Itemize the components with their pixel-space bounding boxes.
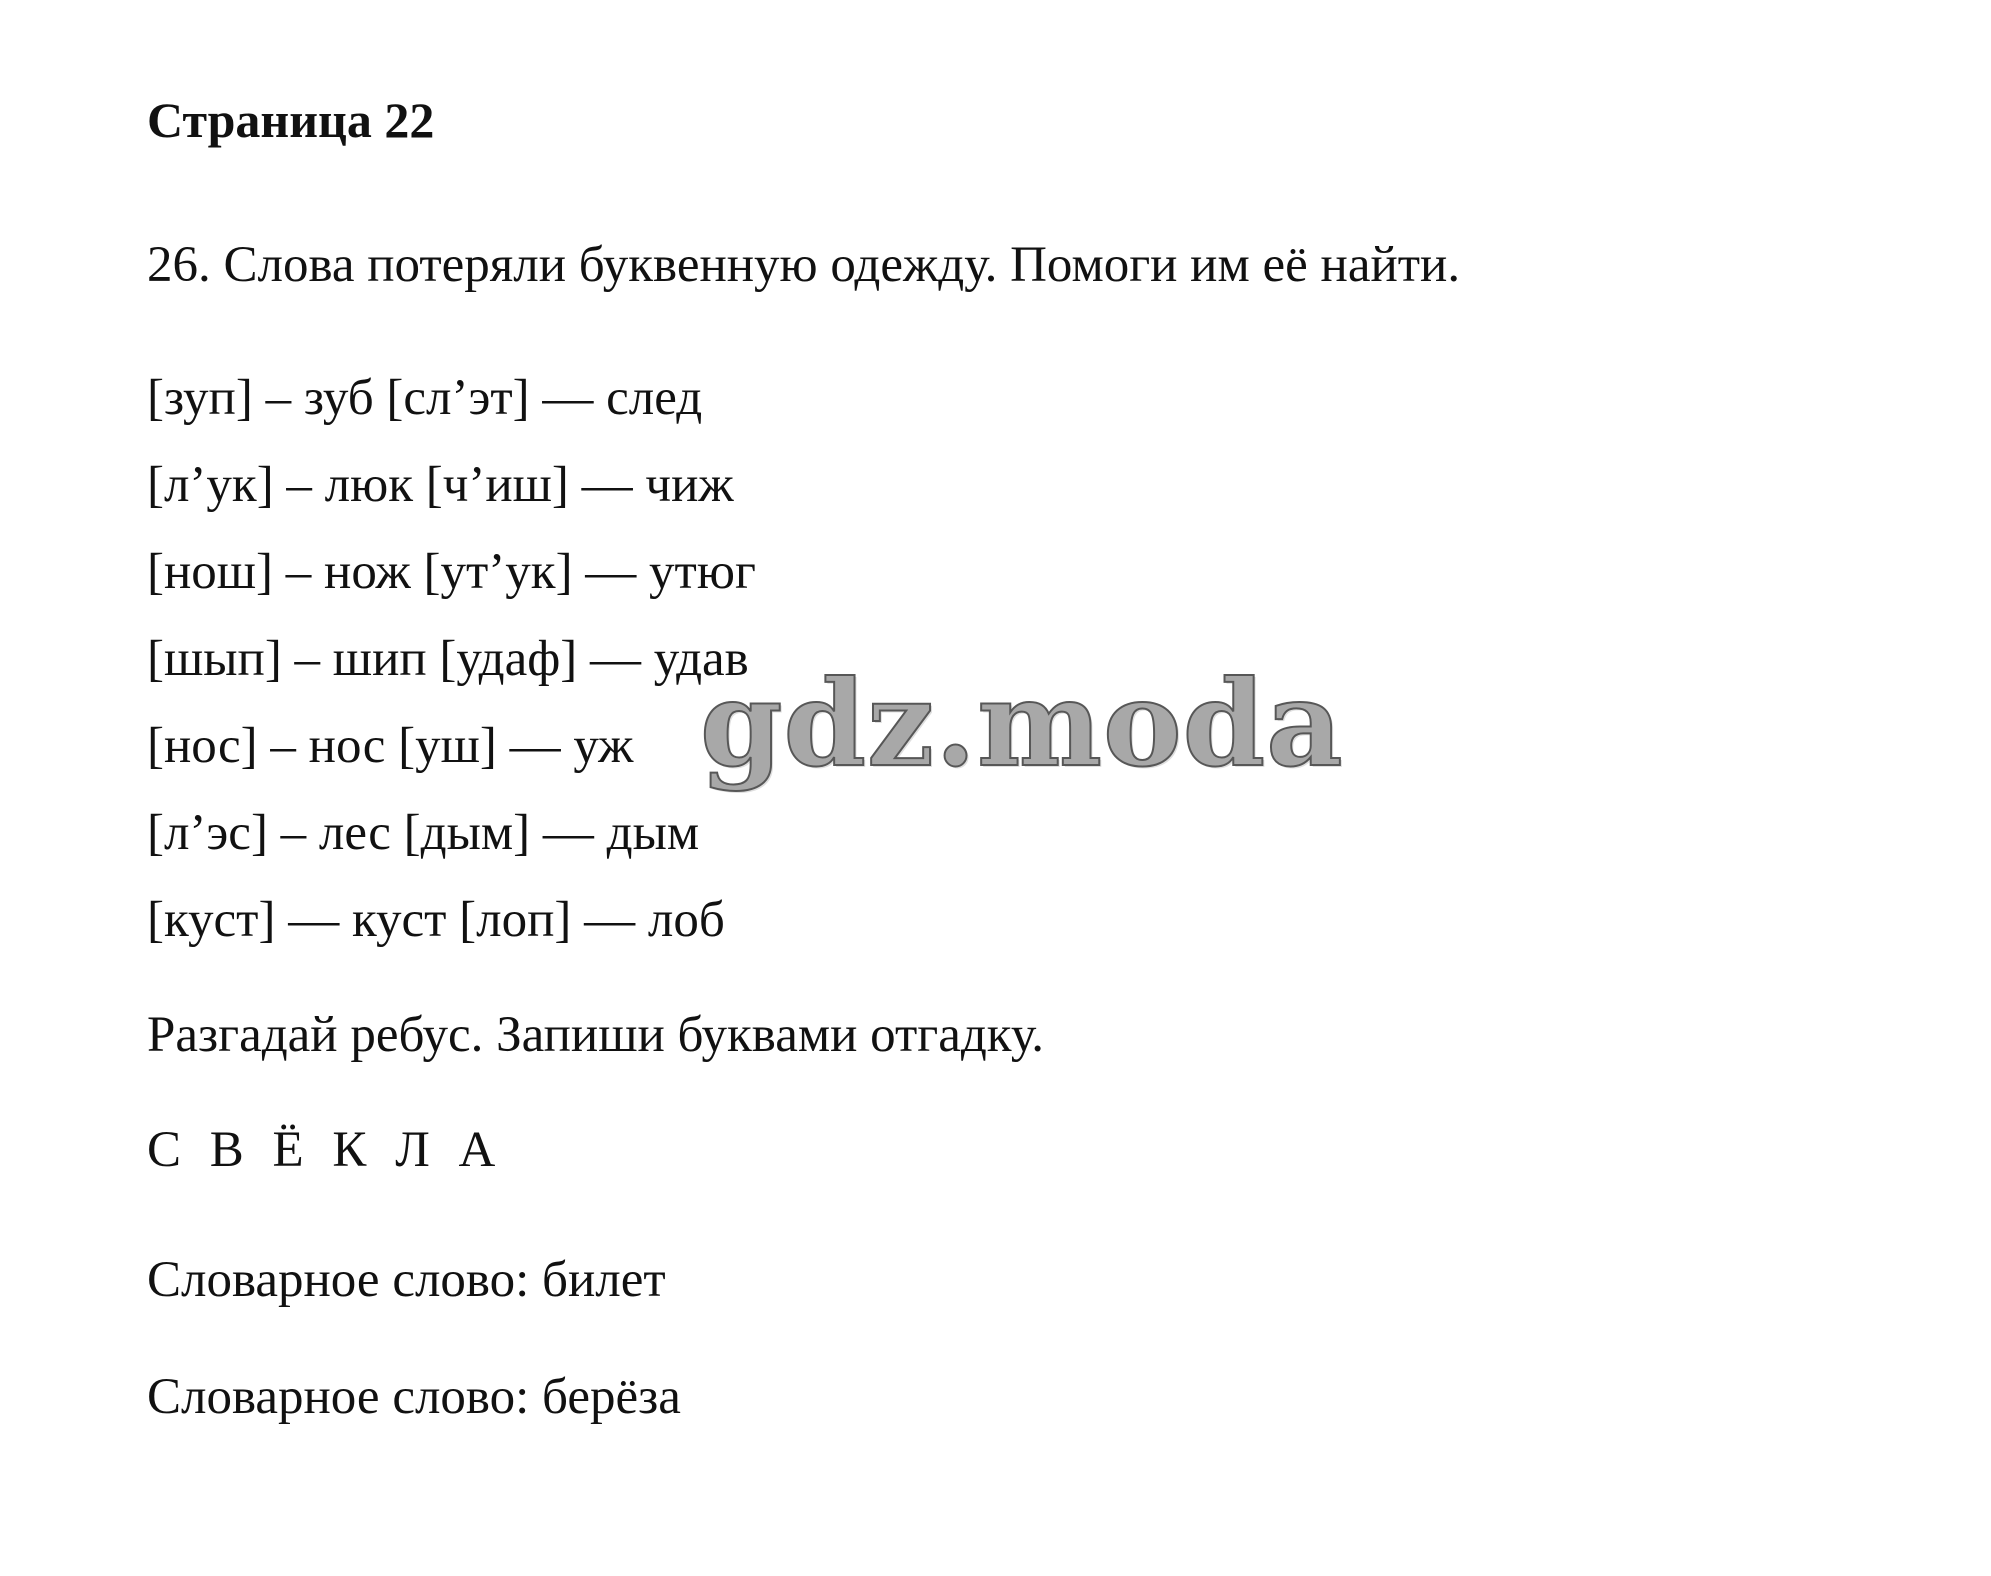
dictionary-word-2: Словарное слово: берёза [147, 1369, 681, 1425]
rebus-answer: С В Ё К Л А [147, 1122, 504, 1178]
pair-line: [куст] — куст [лоп] — лоб [147, 892, 725, 948]
pair-line: [нос] – нос [уш] — уж [147, 718, 634, 774]
pair-line: [нош] – нож [ут’ук] — утюг [147, 544, 756, 600]
page-heading: Страница 22 [147, 92, 435, 148]
rebus-prompt: Разгадай ребус. Запиши буквами отгадку. [147, 1007, 1044, 1063]
pair-line: [зуп] – зуб [сл’эт] — след [147, 370, 703, 426]
pair-line: [л’эс] – лес [дым] — дым [147, 805, 700, 861]
pair-line: [шып] – шип [удаф] — удав [147, 631, 749, 687]
task-statement: 26. Слова потеряли буквенную одежду. Помоги им её найти. [147, 237, 1461, 293]
transcription-pairs-list [147, 355, 756, 964]
dictionary-word-1: Словарное слово: билет [147, 1252, 666, 1308]
watermark-logo: gdz.moda [700, 654, 1344, 793]
pair-line: [л’ук] – люк [ч’иш] — чиж [147, 457, 734, 513]
